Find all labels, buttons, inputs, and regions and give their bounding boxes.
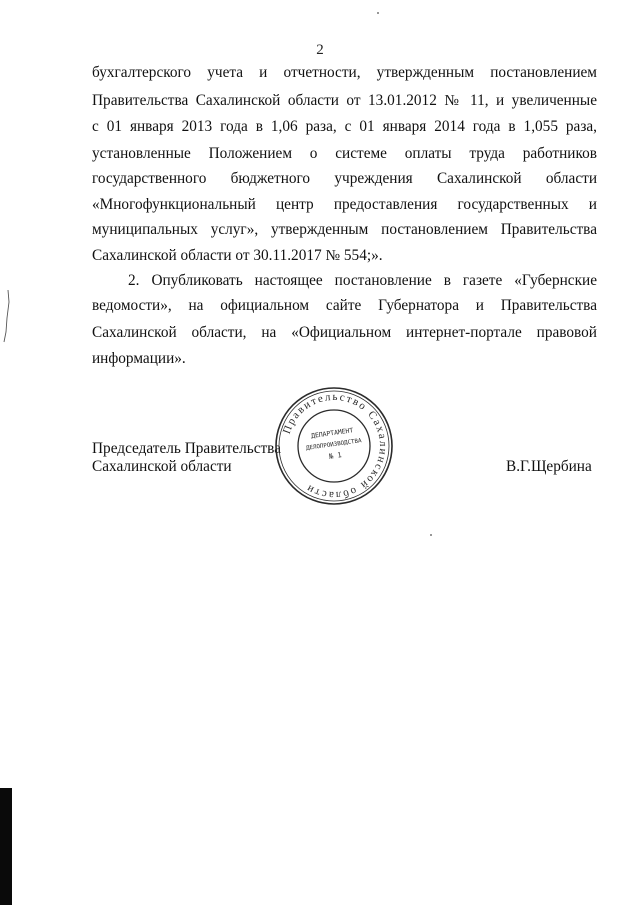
body-line: Правительства Сахалинской области от 13.01.2012 № 11, и увеличенные	[92, 92, 597, 109]
signatory-name: В.Г.Щербина	[506, 458, 592, 475]
body-line: государственного бюджетного учреждения Сахалинской области	[92, 170, 597, 187]
page-number: 2	[316, 42, 324, 58]
official-seal-stamp	[273, 385, 395, 507]
seal-inner-line2: ДЕЛОПРОИЗВОДСТВА	[305, 438, 362, 452]
signatory-title-line2: Сахалинской области	[92, 458, 232, 475]
body-line: Сахалинской области от 30.11.2017 № 554;».	[92, 247, 383, 264]
body-line: Сахалинской области, на «Официальном интернет-портале правовой	[92, 324, 597, 341]
body-line: информации».	[92, 350, 186, 367]
body-line: бухгалтерского учета и отчетности, утвержденным постановлением	[92, 64, 597, 81]
scan-speck	[430, 534, 432, 536]
margin-pen-mark	[2, 288, 12, 344]
body-line: муниципальных услуг», утвержденным постановлением Правительства	[92, 221, 597, 238]
seal-inner-line3: № 1	[328, 451, 343, 461]
scan-speck	[377, 12, 379, 14]
signatory-title-line1: Председатель Правительства	[92, 440, 281, 457]
body-line: установленные Положением о системе оплаты труда работников	[92, 145, 597, 162]
scan-shadow-edge	[0, 788, 12, 905]
body-line: с 01 января 2013 года в 1,06 раза, с 01 января 2014 года в 1,055 раза,	[92, 118, 597, 135]
seal-outer-text: Правительство Сахалинской области	[280, 390, 390, 502]
paragraph-2-line: 2. Опубликовать настоящее постановление в газете «Губернские	[128, 272, 597, 289]
body-line: «Многофункциональный центр предоставления государственных и	[92, 196, 597, 213]
seal-inner-line1: ДЕПАРТАМЕНТ	[310, 426, 354, 441]
body-line: ведомости», на официальном сайте Губернатора и Правительства	[92, 297, 597, 314]
